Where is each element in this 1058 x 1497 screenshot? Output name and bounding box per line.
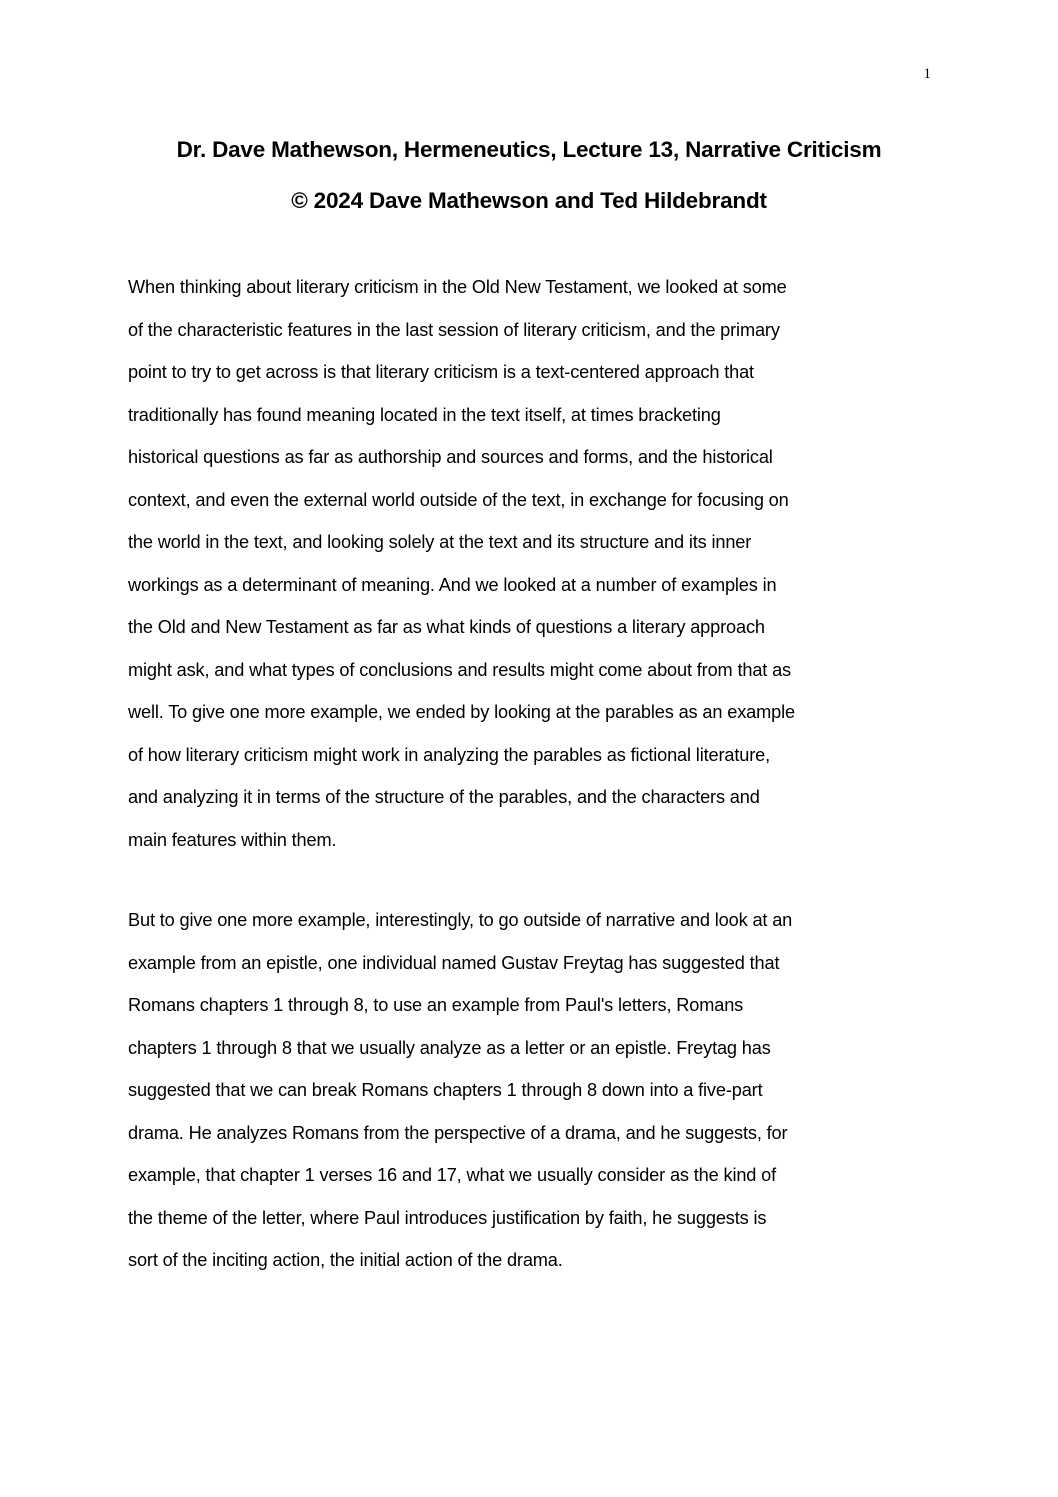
paragraph-line: of the characteristic features in the last session of literary criticism, and the primary: [128, 319, 780, 340]
paragraph-line: and analyzing it in terms of the structure of the parables, and the characters and: [128, 787, 760, 807]
paragraph-line: When thinking about literary criticism in the Old New Testament, we looked at some: [128, 277, 787, 297]
paragraph-line: suggested that we can break Romans chapters 1 through 8 down into a five-part: [128, 1080, 763, 1100]
copyright-line: © 2024 Dave Mathewson and Ted Hildebrandt: [291, 188, 767, 213]
document-title: Dr. Dave Mathewson, Hermeneutics, Lecture 13, Narrative Criticism: [176, 137, 882, 162]
paragraph-line: well. To give one more example, we ended by looking at the parables as an example: [128, 702, 795, 722]
paragraph-line: of how literary criticism might work in analyzing the parables as fictional literature,: [128, 744, 770, 765]
paragraph-line: workings as a determinant of meaning. And we looked at a number of examples in: [128, 574, 777, 595]
paragraph-1: [128, 266, 938, 861]
paragraph-line: context, and even the external world outside of the text, in exchange for focusing on: [128, 489, 789, 510]
paragraph-line: historical questions as far as authorship and sources and forms, and the historical: [128, 447, 773, 467]
paragraph-line: the theme of the letter, where Paul introduces justification by faith, he suggests is: [128, 1207, 767, 1228]
paragraph-line: example from an epistle, one individual named Gustav Freytag has suggested that: [128, 952, 780, 973]
paragraph-line: chapters 1 through 8 that we usually analyze as a letter or an epistle. Freytag has: [128, 1037, 771, 1058]
document-header: [0, 124, 1058, 226]
paragraph-line: sort of the inciting action, the initial action of the drama.: [128, 1250, 563, 1270]
paragraph-line: the Old and New Testament as far as what kinds of questions a literary approach: [128, 617, 765, 637]
paragraph-line: the world in the text, and looking solely at the text and its structure and its inner: [128, 532, 752, 552]
paragraph-line: traditionally has found meaning located in the text itself, at times bracketing: [128, 404, 721, 425]
paragraph-line: drama. He analyzes Romans from the perspective of a drama, and he suggests, for: [128, 1122, 788, 1143]
paragraph-line: main features within them.: [128, 829, 337, 850]
paragraph-2: [128, 899, 938, 1282]
paragraph-line: example, that chapter 1 verses 16 and 17, what we usually consider as the kind of: [128, 1165, 777, 1185]
page-number: 1: [923, 66, 931, 82]
paragraph-line: But to give one more example, interestingly, to go outside of narrative and look at an: [128, 910, 793, 930]
paragraph-line: might ask, and what types of conclusions and results might come about from that as: [128, 659, 792, 680]
paragraph-line: point to try to get across is that literary criticism is a text-centered approach that: [128, 362, 754, 382]
paragraph-line: Romans chapters 1 through 8, to use an example from Paul's letters, Romans: [128, 995, 744, 1015]
